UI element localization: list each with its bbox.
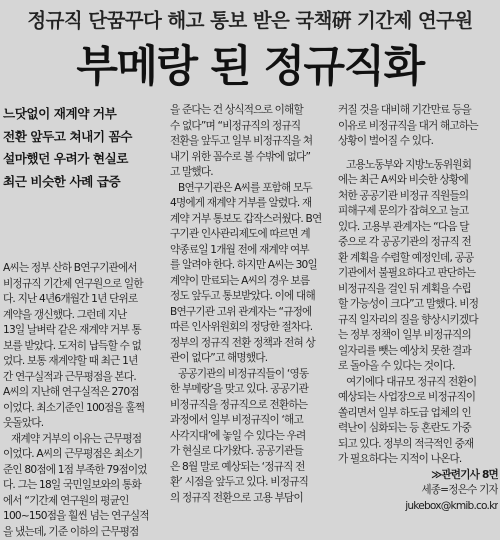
reporter-email[interactable]: jukebox@kmib.co.kr: [338, 499, 498, 515]
body-line: 4명에게 재계약 거부를 알렸다. 재: [170, 196, 328, 212]
body-line: 환 계획을 수렴할 예정인데, 공공: [338, 251, 498, 267]
body-line: 100~150점을 훨씬 넘는 연구실적: [3, 509, 161, 525]
body-line: 예상되는 사업장으로 비정규직이: [338, 390, 498, 406]
article-column-3: [338, 103, 498, 514]
body-line: 13일 날벼락 같은 재계약 거부 통: [3, 323, 161, 339]
body-line: A씨는 정부 산하 B연구기관에서: [3, 261, 161, 277]
body-line: 규직 일자리의 질을 향상시키겠다: [338, 313, 498, 329]
body-line: 다. 지난 4년6개월간 1년 단위로: [3, 292, 161, 308]
body-line: A씨의 지난해 연구실적은 270점: [3, 385, 161, 401]
body-line: 상황이 벌어질 수 있다.: [338, 134, 498, 150]
body-line: 사각지대’에 놓일 수 있다는 우려: [170, 429, 328, 445]
body-line: 중으로 각 공공기관의 정규직 전: [338, 235, 498, 251]
body-line: 가 현실로 다가왔다. 공공기관들: [170, 444, 328, 460]
body-line: 비정규직 기간제 연구원으로 일한: [3, 277, 161, 293]
body-line: 있다. 고용부 관계자는 “다음 달: [338, 220, 498, 236]
body-line: 전환을 앞두고 일부 비정규직을 쳐: [170, 134, 328, 150]
body-line: 로 돌아올 수 있다는 것이다.: [338, 359, 498, 375]
body-line: 되고 있다. 정부의 적극적인 중재: [338, 437, 498, 453]
body-line: 은 8월 말로 예상되는 ‘정규직 전: [170, 460, 328, 476]
body-line: 커질 것을 대비해 기간만료 등을: [338, 103, 498, 119]
body-line: 처한 공공기관 비정규 직원들의: [338, 189, 498, 205]
lead-line: 전환 앞두고 쳐내기 꼼수: [3, 126, 163, 149]
body-line: 를 알려야 한다. 하지만 A씨는 30일: [170, 258, 328, 274]
body-line: 비정규직을 걸인 뒤 계획을 수립: [338, 282, 498, 298]
body-line: 쏠리면서 일부 하도급 업체의 인: [338, 406, 498, 422]
lead-line: 느닷없이 재계약 거부: [3, 103, 163, 126]
body-line: 었다. 보통 재계약할 때 최근 1년: [3, 354, 161, 370]
body-line: 계약을 갱신했다. 그런데 지난: [3, 308, 161, 324]
body-line: 정도 앞두고 통보받았다. 이에 대해: [170, 289, 328, 305]
body-line: 기관에서 불필요하다고 판단하는: [338, 266, 498, 282]
body-line: B연구기관 고위 관계자는 “규정에: [170, 305, 328, 321]
body-line: 고용노동부와 지방노동위원회: [338, 158, 498, 174]
lead-line: 최근 비슷한 사례 급증: [3, 171, 163, 194]
article-column-2: [170, 103, 328, 506]
main-headline: 부메랑 된 정규직화: [0, 37, 500, 97]
body-line: 에는 최근 A씨와 비슷한 상황에: [338, 173, 498, 189]
body-line: 을 냈는데, 기준 이하의 근무평점: [3, 525, 161, 540]
body-line: 비정규직을 정규직으로 전환하는: [170, 398, 328, 414]
body-line: 환’ 시점을 앞두고 있다. 비정규직: [170, 475, 328, 491]
body-line: 력난이 심화되는 등 혼란도 가중: [338, 421, 498, 437]
body-line: 다. 그는 18일 국민일보와의 통화: [3, 478, 161, 494]
body-line: 을 준다는 건 상식적으로 이해할: [170, 103, 328, 119]
body-line: 고 말했다.: [170, 165, 328, 181]
body-line: 보를 받았다. 도저히 납득할 수 없: [3, 339, 161, 355]
body-line: 재계약 거부의 이유는 근무평점: [3, 432, 161, 448]
body-line: 간 연구실적과 근무평점을 본다.: [3, 370, 161, 386]
body-line: 의 정규직 전환으로 고용 부담이: [170, 491, 328, 507]
body-line: 에서 “기간제 연구원의 평균인: [3, 494, 161, 510]
body-line: 피해구제 문의가 잡혀오고 늘고: [338, 204, 498, 220]
body-line: 준인 80점에 1점 부족한 79점이었: [3, 463, 161, 479]
body-line: 가 필요하다는 지적이 나온다.: [338, 452, 498, 468]
body-line: 여기에다 대규모 정규직 전환이: [338, 375, 498, 391]
body-line: 할 가능성이 크다”고 말했다. 비정: [338, 297, 498, 313]
body-line: 웃돌았다.: [3, 416, 161, 432]
body-line: 정부의 정규직 전환 정책과 전혀 상: [170, 336, 328, 352]
body-line: 이었다. A씨의 근무평점은 최소기: [3, 447, 161, 463]
lead-summary: [3, 103, 163, 193]
body-line: 내기 위한 꼼수로 볼 수밖에 없다”: [170, 150, 328, 166]
body-line: 이유로 비정규직을 대거 해고하는: [338, 119, 498, 135]
body-line: 구기관 인사관리제도에 따르면 계: [170, 227, 328, 243]
body-line: 는 정부 정책이 일부 비정규직의: [338, 328, 498, 344]
body-line: 따른 인사위원회의 정당한 절차다.: [170, 320, 328, 336]
body-line: 공공기관의 비정규직들이 ‘영동: [170, 367, 328, 383]
kicker-subheadline: 정규직 단꿈꾸다 해고 통보 받은 국책硏 기간제 연구원: [0, 5, 500, 33]
byline: 세종=정은수 기자: [338, 483, 498, 499]
body-line: 수 없다”며 “비정규직의 정규직: [170, 119, 328, 135]
body-line: 일자리를 뺏는 예상치 못한 결과: [338, 344, 498, 360]
article-column-1: [3, 261, 161, 540]
related-article-link[interactable]: ≫관련기사 8면: [338, 468, 498, 484]
body-line: 한 부메랑’을 맞고 있다. 공공기관: [170, 382, 328, 398]
body-line: B연구기관은 A씨를 포함해 모두: [170, 181, 328, 197]
body-line: 약종료일 1개월 전에 재계약 여부: [170, 243, 328, 259]
body-line: 계약이 만료되는 A씨의 경우 보름: [170, 274, 328, 290]
body-line: 계약 거부 통보도 갑작스러웠다. B연: [170, 212, 328, 228]
body-line: 관이 없다”고 해명했다.: [170, 351, 328, 367]
paragraph-gap: [338, 150, 498, 158]
lead-line: 설마했던 우려가 현실로: [3, 148, 163, 171]
body-line: 이었다. 최소기준인 100점을 훌쩍: [3, 401, 161, 417]
body-line: 과정에서 일부 비정규직이 ‘해고: [170, 413, 328, 429]
